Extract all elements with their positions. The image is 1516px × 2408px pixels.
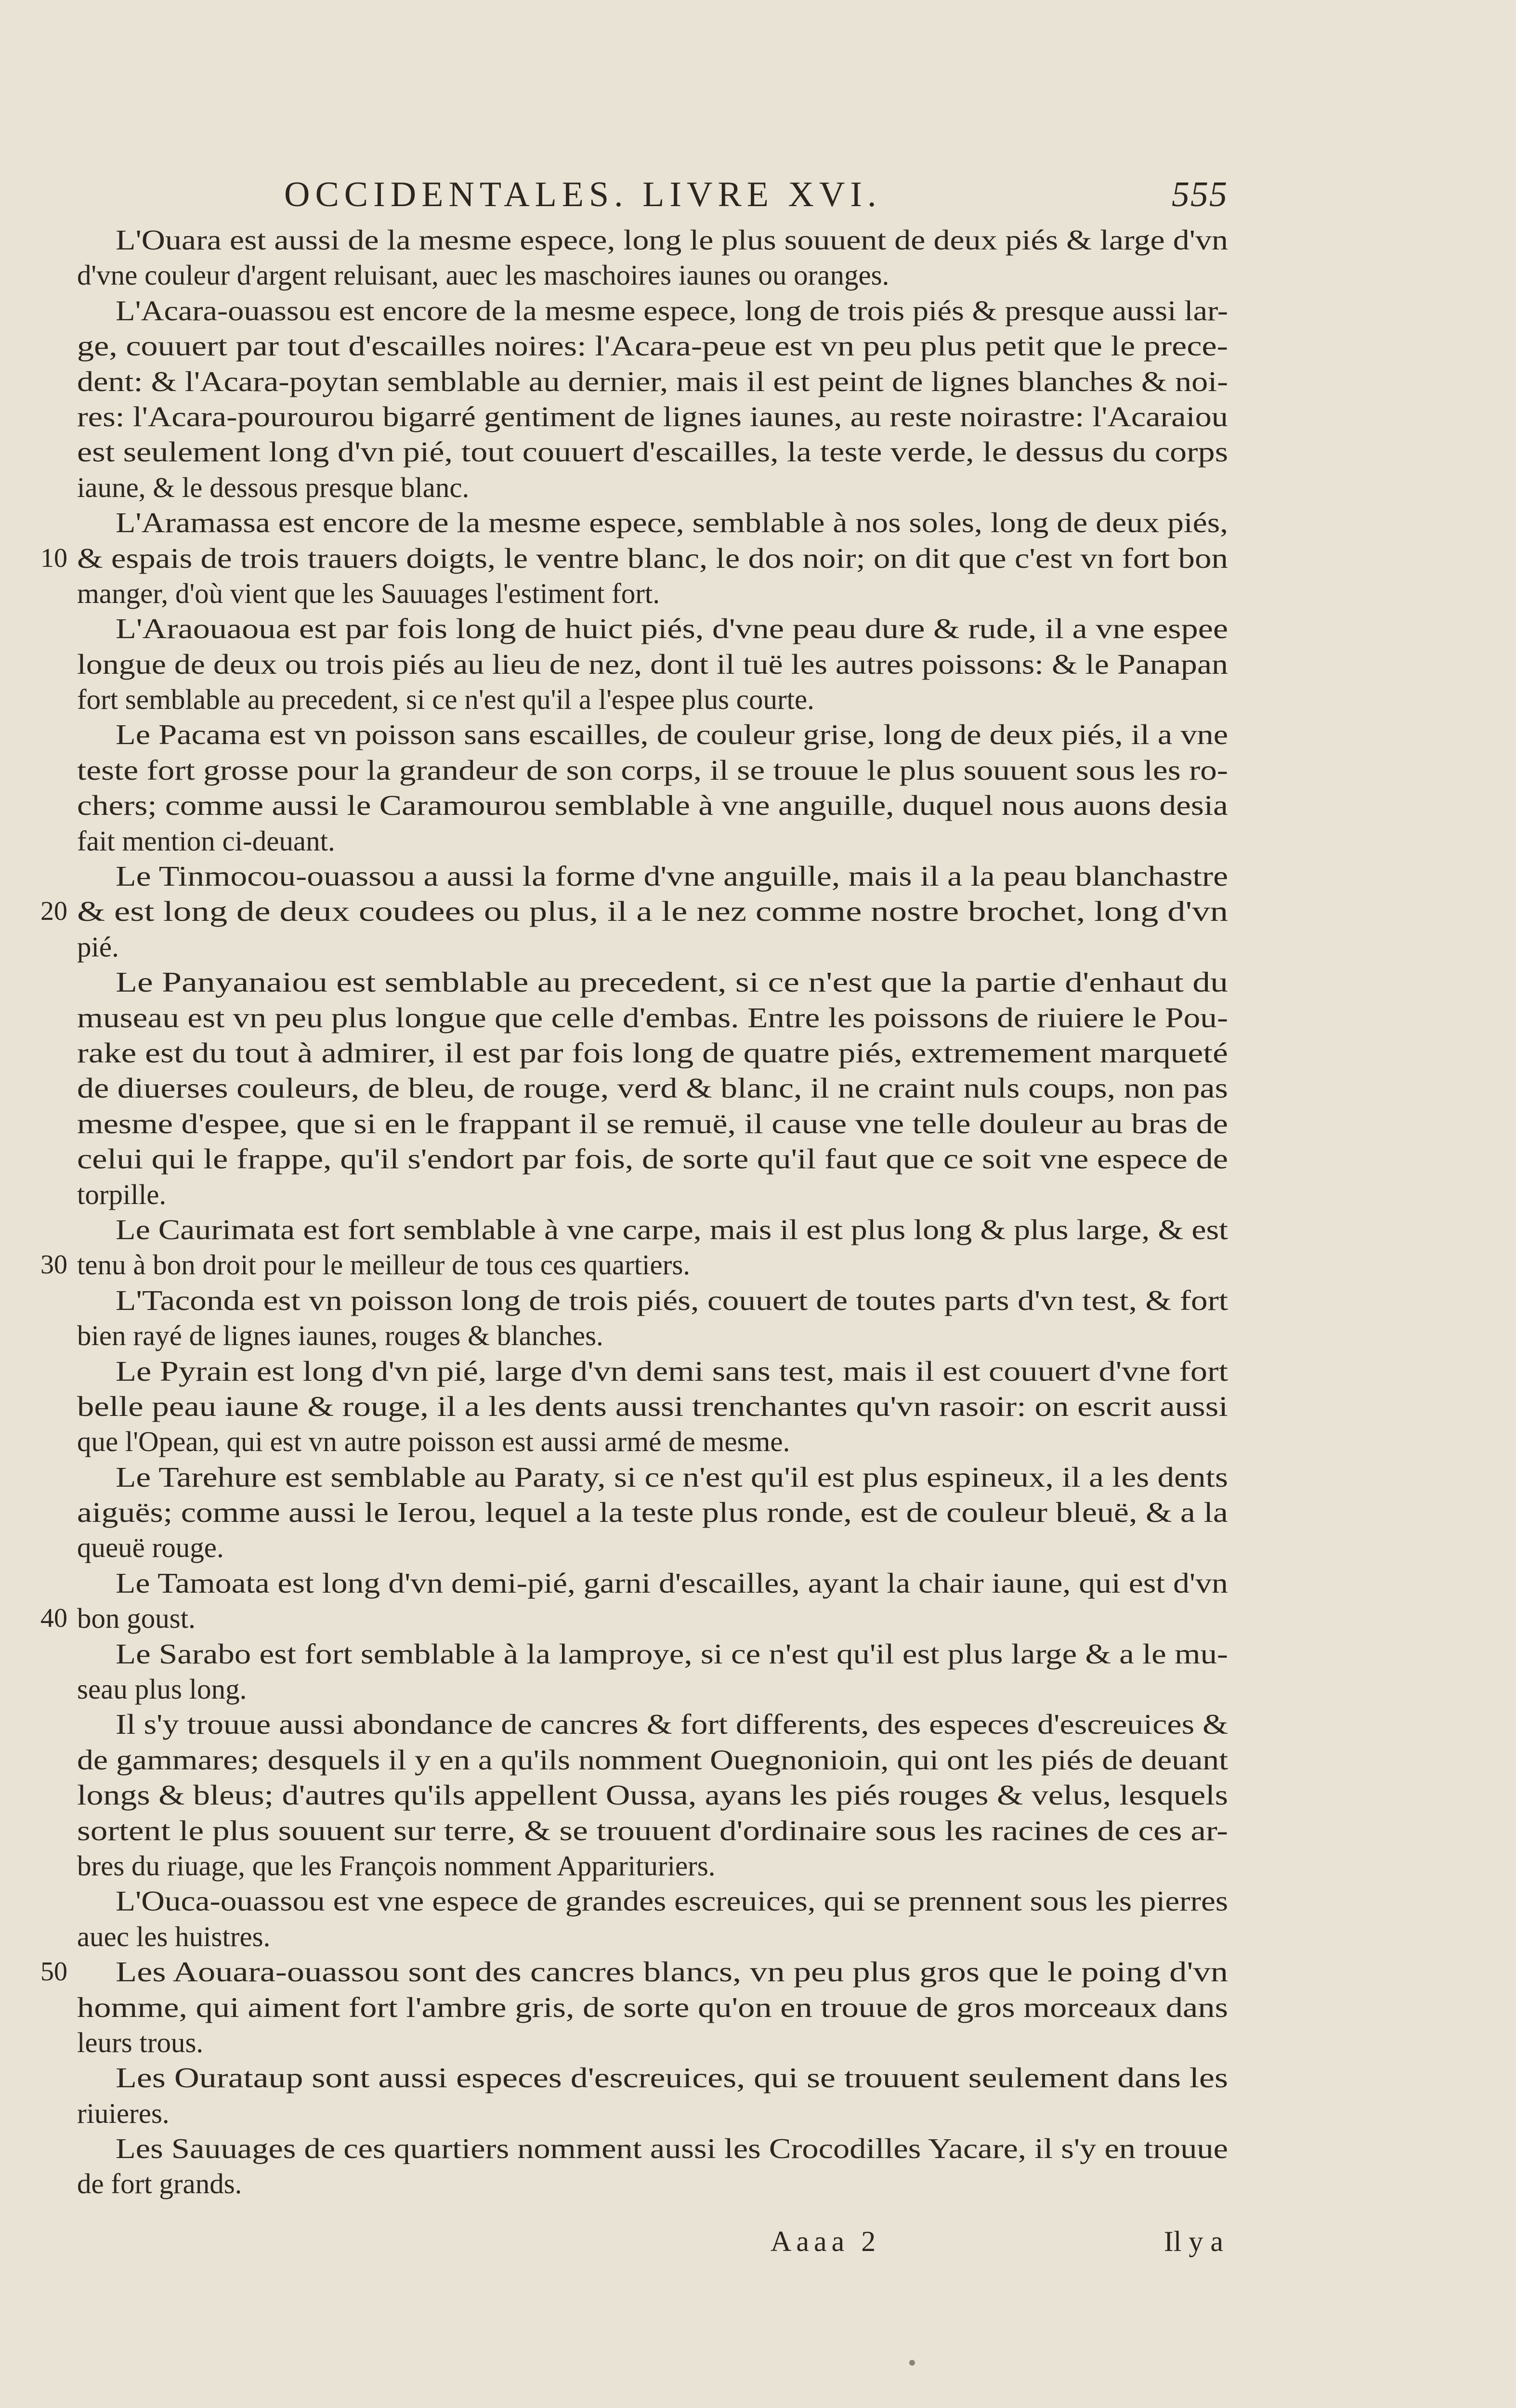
line-text: rake est du tout à admirer, il est par fois long de quatre piés, extremement marqueté — [77, 1036, 1228, 1069]
line-text: L'Acara-ouassou est encore de la mesme espece, long de trois piés & presque aussi lar- — [116, 294, 1228, 327]
line-text: & espais de trois trauers doigts, le ventre blanc, le dos noir; on dit que c'est vn fort bon — [77, 542, 1228, 574]
line-text: seau plus long. — [77, 1673, 247, 1705]
line-number: 10 — [40, 543, 67, 573]
line-text: de gammares; desquels il y en a qu'ils nomment Ouegnonioin, qui ont les piés de deuant — [77, 1743, 1228, 1776]
line-text: leurs trous. — [77, 2026, 204, 2058]
text-line — [77, 1035, 1233, 1071]
text-line — [77, 1990, 1233, 2025]
line-text: riuieres. — [77, 2097, 170, 2129]
line-text: tenu à bon droit pour le meilleur de tous ces quartiers. — [77, 1249, 691, 1281]
text-line — [77, 1177, 1233, 1212]
text-line — [77, 2096, 1233, 2131]
text-line — [77, 2166, 1233, 2201]
line-text: manger, d'où vient que les Sauuages l'estiment fort. — [77, 577, 660, 609]
text-line — [77, 1071, 1233, 1106]
text-line — [77, 1884, 1233, 1919]
line-number: 40 — [40, 1603, 67, 1634]
running-title: OCCIDENTALES. LIVRE XVI. — [284, 175, 882, 214]
line-text: bres du riuage, que les François nomment Apparituriers. — [77, 1849, 716, 1882]
text-line — [77, 753, 1233, 788]
line-number: 30 — [40, 1250, 67, 1280]
line-text: queuë rouge. — [77, 1531, 224, 1564]
line-text: teste fort grosse pour la grandeur de son corps, il se trouue le plus souuent sous les ro- — [77, 754, 1228, 786]
line-text: fait mention ci-deuant. — [77, 824, 335, 857]
line-text: torpille. — [77, 1178, 167, 1210]
line-text: Le Pyrain est long d'vn pié, large d'vn demi sans test, mais il est couuert d'vne fort — [116, 1355, 1228, 1387]
line-text: res: l'Acara-pourourou bigarré gentiment de lignes iaunes, au reste noirastre: l'Acaraiou — [77, 400, 1228, 432]
line-text: fort semblable au precedent, si ce n'est qu'il a l'espee plus courte. — [77, 683, 814, 716]
text-line — [40, 1247, 1233, 1283]
text-line — [77, 1424, 1233, 1459]
text-line — [77, 2131, 1233, 2166]
text-line — [77, 1566, 1233, 1601]
line-text: Le Sarabo est fort semblable à la lamproye, si ce n'est qu'il est plus large & a le mu- — [116, 1637, 1228, 1670]
text-line — [77, 682, 1233, 717]
page-footer — [771, 2225, 1233, 2264]
line-text: Le Pacama est vn poisson sans escailles, de couleur grise, long de deux piés, il a vne — [116, 719, 1228, 751]
text-line — [77, 611, 1233, 646]
text-line — [77, 1283, 1233, 1318]
line-text: Les Sauuages de ces quartiers nomment aussi les Crocodilles Yacare, il s'y en trouue — [116, 2133, 1228, 2165]
line-text: bon goust. — [77, 1602, 196, 1635]
text-line — [77, 1460, 1233, 1495]
text-line — [77, 1707, 1233, 1742]
text-line — [77, 1742, 1233, 1778]
text-line — [77, 2025, 1233, 2060]
text-line — [77, 1141, 1233, 1177]
ink-speck — [909, 2360, 915, 2366]
body-text — [40, 222, 1233, 2202]
line-text: Les Aouara-ouassou sont des cancres blancs, vn peu plus gros que le poing d'vn — [116, 1956, 1228, 1988]
line-text: L'Ouara est aussi de la mesme espece, long le plus souuent de deux piés & large d'vn — [116, 224, 1228, 256]
text-line — [77, 470, 1233, 505]
text-line — [77, 1778, 1233, 1813]
line-number: 50 — [40, 1957, 67, 1987]
text-line — [77, 222, 1233, 258]
text-line — [77, 1389, 1233, 1424]
text-line — [77, 1495, 1233, 1530]
text-line — [77, 1212, 1233, 1247]
text-line — [77, 328, 1233, 364]
line-text: L'Araouaoua est par fois long de huict piés, d'vne peau dure & rude, il a vne espee — [116, 613, 1228, 645]
line-text: & est long de deux coudees ou plus, il a le nez comme nostre brochet, long d'vn — [77, 895, 1228, 928]
line-text: L'Aramassa est encore de la mesme espece, semblable à nos soles, long de deux piés, — [116, 507, 1228, 539]
text-line — [77, 1672, 1233, 1707]
text-line — [77, 2060, 1233, 2095]
line-text: Les Ourataup sont aussi especes d'escreuices, qui se trouuent seulement dans les — [116, 2062, 1228, 2094]
line-text: celui qui le frappe, qu'il s'endort par fois, de sorte qu'il faut que ce soit vne espece de — [77, 1143, 1228, 1175]
line-text: aiguës; comme aussi le Ierou, lequel a la teste plus ronde, est de couleur bleuë, & a la — [77, 1496, 1228, 1529]
line-text: longs & bleus; d'autres qu'ils appellent Oussa, ayans les piés rouges & velus, lesquels — [77, 1779, 1228, 1811]
line-text: bien rayé de lignes iaunes, rouges & blanches. — [77, 1320, 603, 1352]
text-line — [77, 788, 1233, 823]
text-line — [77, 965, 1233, 1000]
line-text: chers; comme aussi le Caramourou semblable à vne anguille, duquel nous auons desia — [77, 789, 1228, 822]
line-text: belle peau iaune & rouge, il a les dents aussi trenchantes qu'vn rasoir: on escrit aussi — [77, 1390, 1228, 1422]
line-text: longue de deux ou trois piés au lieu de nez, dont il tuë les autres poissons: & le Panapan — [77, 648, 1228, 680]
line-text: Le Panyanaiou est semblable au precedent, si ce n'est que la partie d'enhaut du — [116, 966, 1228, 998]
line-text: iaune, & le dessous presque blanc. — [77, 471, 470, 503]
line-text: de fort grands. — [77, 2168, 242, 2200]
line-text: que l'Opean, qui est vn autre poisson est aussi armé de mesme. — [77, 1426, 790, 1458]
text-line — [77, 1813, 1233, 1848]
text-line — [77, 1354, 1233, 1389]
line-text: est seulement long d'vn pié, tout couuert d'escailles, la teste verde, le dessus du corps — [77, 436, 1228, 468]
text-line — [77, 717, 1233, 752]
line-text: de diuerses couleurs, de bleu, de rouge, verd & blanc, il ne craint nuls coups, non pas — [77, 1072, 1228, 1104]
line-text: d'vne couleur d'argent reluisant, auec les maschoires iaunes ou oranges. — [77, 259, 889, 291]
text-line — [77, 1848, 1233, 1884]
catchword: Il y a — [1163, 2225, 1223, 2257]
line-text: ge, couuert par tout d'escailles noires: l'Acara-peue est vn peu plus petit que le prece- — [77, 330, 1228, 362]
text-line — [77, 364, 1233, 399]
text-line — [77, 293, 1233, 328]
text-line — [77, 1636, 1233, 1672]
line-text: Le Caurimata est fort semblable à vne carpe, mais il est plus long & plus large, & est — [116, 1213, 1228, 1245]
text-line — [77, 1318, 1233, 1353]
text-line — [77, 1000, 1233, 1035]
line-text: sortent le plus souuent sur terre, & se trouuent d'ordinaire sous les racines de ces ar- — [77, 1814, 1228, 1846]
text-line — [40, 1954, 1233, 1989]
signature-mark: Aaaa 2 — [771, 2225, 881, 2257]
text-line — [40, 1601, 1233, 1636]
text-line — [77, 1106, 1233, 1141]
text-line — [77, 505, 1233, 540]
line-text: Le Tinmocou-ouassou a aussi la forme d'vne anguille, mais il a la peau blanchastre — [116, 860, 1228, 892]
running-header — [284, 174, 1228, 213]
text-line — [77, 1919, 1233, 1954]
text-line — [77, 1530, 1233, 1565]
line-text: dent: & l'Acara-poytan semblable au dernier, mais il est peint de lignes blanches & noi- — [77, 365, 1228, 397]
line-text: Le Tamoata est long d'vn demi-pié, garni d'escailles, ayant la chair iaune, qui est d'vn — [116, 1567, 1228, 1599]
text-line — [77, 434, 1233, 470]
text-line — [77, 824, 1233, 859]
line-text: homme, qui aiment fort l'ambre gris, de sorte qu'on en trouue de gros morceaux dans — [77, 1991, 1228, 2023]
line-text: Il s'y trouue aussi abondance de cancres & fort differents, des especes d'escreuices & — [116, 1708, 1228, 1741]
page-number: 555 — [1172, 175, 1228, 214]
text-line — [77, 399, 1233, 434]
line-text: mesme d'espee, que si en le frappant il se remuë, il cause vne telle douleur au bras de — [77, 1107, 1228, 1139]
text-line — [77, 576, 1233, 611]
line-text: Le Tarehure est semblable au Paraty, si ce n'est qu'il est plus espineux, il a les dents — [116, 1461, 1228, 1493]
line-text: L'Ouca-ouassou est vne espece de grandes escreuices, qui se prennent sous les pierres — [116, 1885, 1228, 1917]
line-text: museau est vn peu plus longue que celle d'embas. Entre les poissons de riuiere le Pou- — [77, 1001, 1228, 1034]
text-line — [77, 258, 1233, 293]
line-text: auec les huistres. — [77, 1920, 271, 1952]
text-line — [77, 647, 1233, 682]
text-line — [77, 859, 1233, 894]
text-line — [77, 929, 1233, 965]
text-line — [40, 541, 1233, 576]
line-text: pié. — [77, 930, 119, 963]
line-text: L'Taconda est vn poisson long de trois piés, couuert de toutes parts d'vn test, & fort — [116, 1284, 1228, 1316]
line-number: 20 — [40, 896, 67, 927]
text-line — [40, 894, 1233, 929]
